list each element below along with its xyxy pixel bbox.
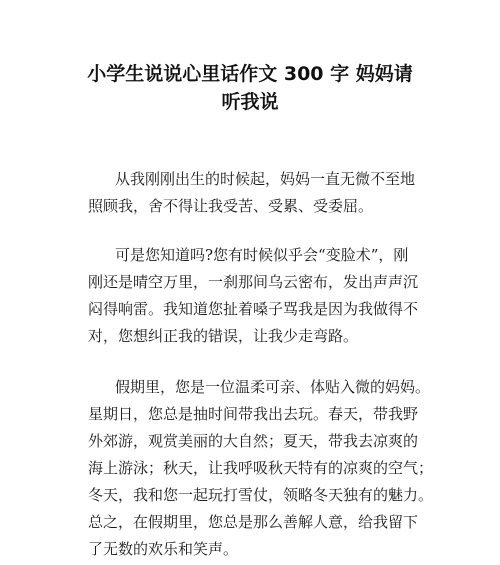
paragraph-line: 外郊游，观赏美丽的大自然；夏天，带我去凉爽的 — [88, 432, 419, 450]
paragraph-line: 了无数的欢乐和笑声。 — [88, 540, 239, 558]
paragraph-line: 照顾我，舍不得让我受苦、受累、受委屈。 — [88, 197, 374, 215]
document-title-line-1: 小学生说说心里话作文 300 字 妈妈请 — [87, 63, 413, 85]
paragraph-line: 星期日，您总是抽时间带我出去玩。春天，带我野 — [88, 405, 419, 423]
paragraph-line: 闷得响雷。我知道您扯着嗓子骂我是因为我做得不 — [88, 300, 419, 318]
paragraph-line: 总之，在假期里，您总是那么善解人意，给我留下 — [88, 513, 419, 531]
paragraph-line: 从我刚刚出生的时候起，妈妈一直无微不至地 — [115, 170, 416, 188]
paragraph-line: 假期里，您是一位温柔可亲、体贴入微的妈妈。 — [115, 378, 431, 396]
paragraph-line: 冬天，我和您一起玩打雪仗，领略冬天独有的魅力。 — [88, 486, 434, 504]
paragraph-1 — [88, 166, 428, 220]
document-title-line-2: 听我说 — [221, 91, 279, 113]
paragraph-line: 可是您知道吗?您有时候似乎会“变脸术”，刚 — [115, 246, 409, 264]
paragraph-3 — [88, 374, 434, 563]
paragraph-2 — [88, 242, 428, 350]
paragraph-line: 对，您想纠正我的错误，让我少走弯路。 — [88, 327, 359, 345]
paragraph-line: 海上游泳；秋天，让我呼吸秋天特有的凉爽的空气； — [88, 459, 434, 477]
paragraph-line: 刚还是晴空万里，一刹那间乌云密布，发出声声沉 — [88, 273, 419, 291]
